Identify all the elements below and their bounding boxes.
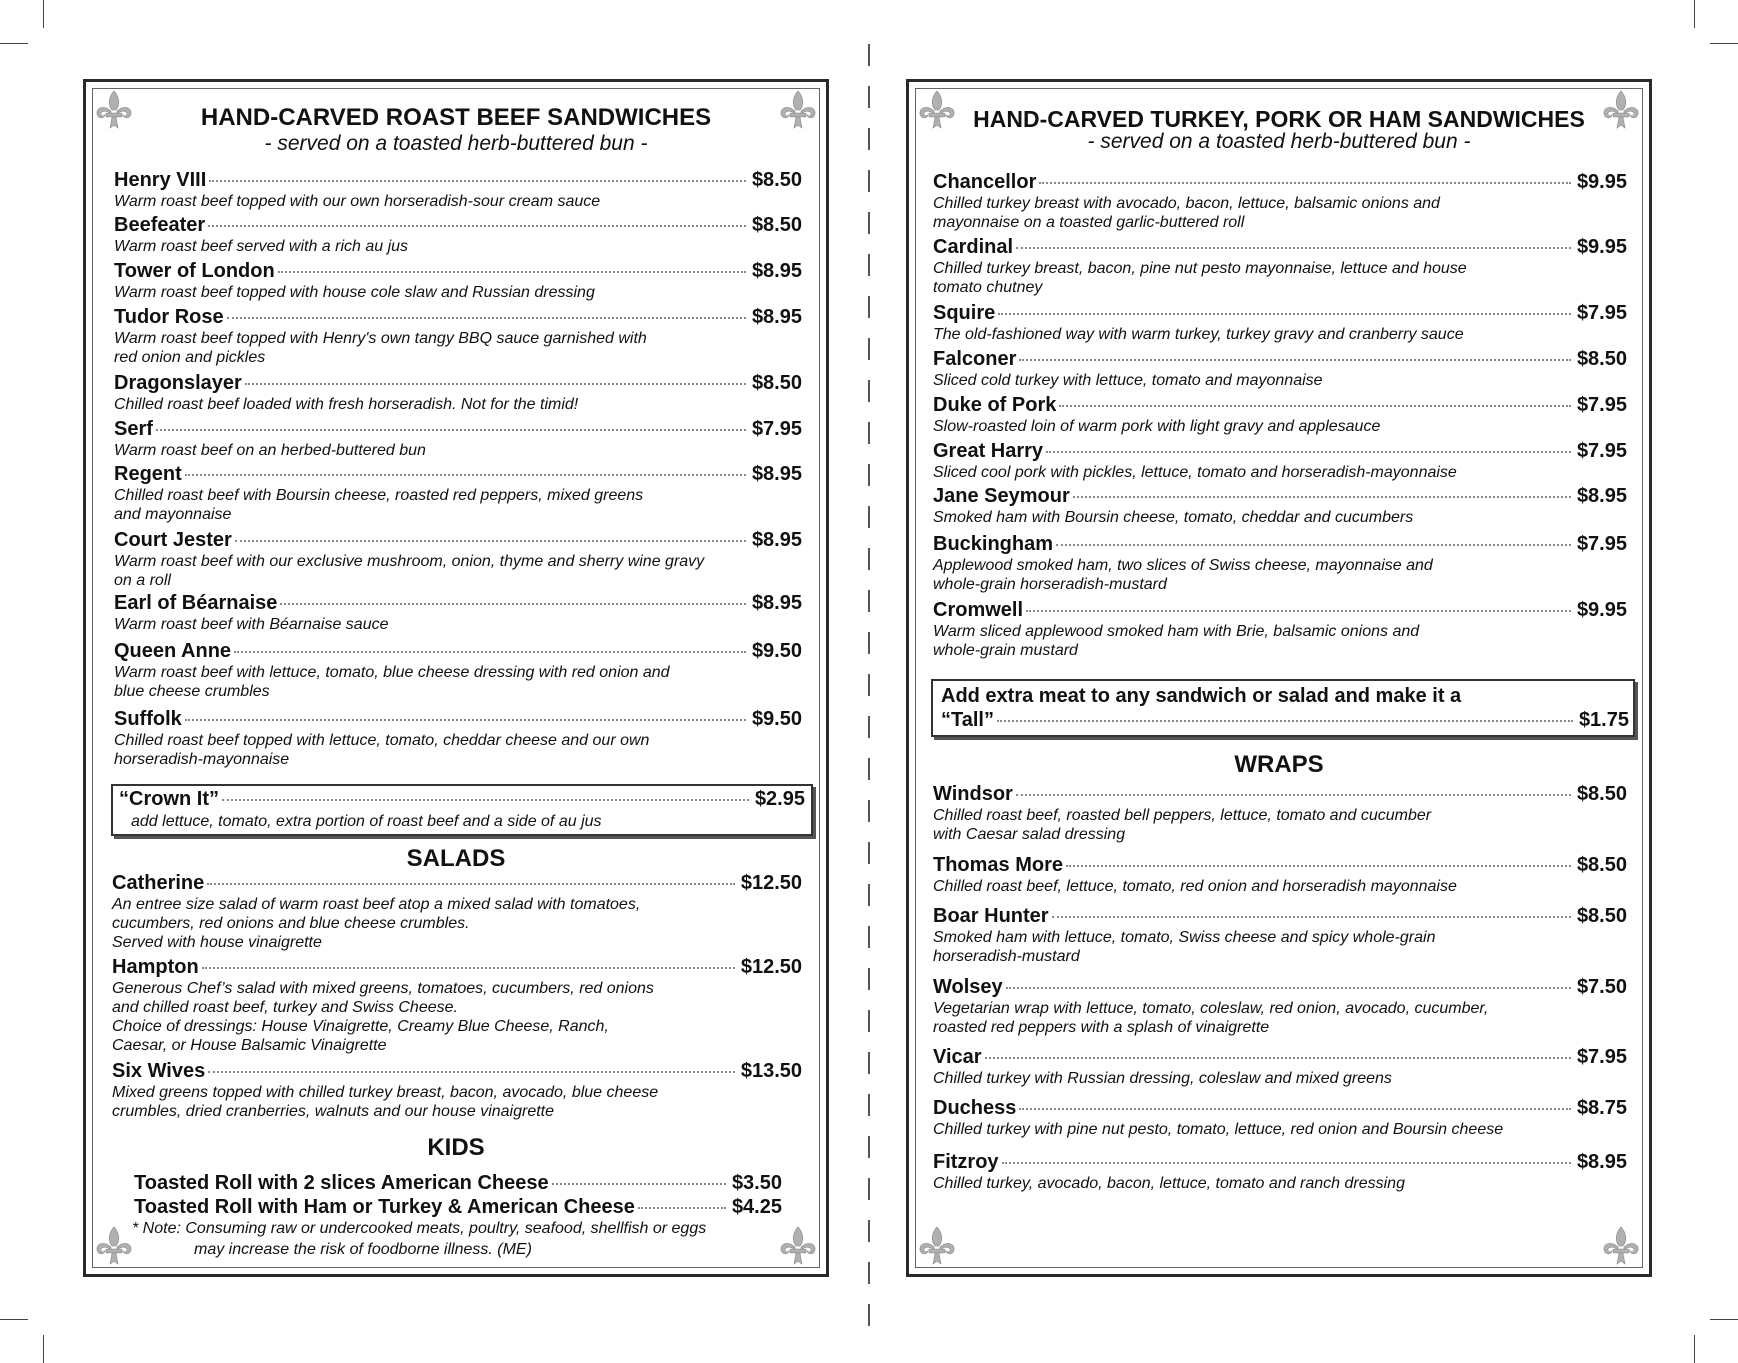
item-name: Catherine bbox=[112, 872, 205, 894]
fold-mark bbox=[868, 548, 870, 570]
item-description: Chilled turkey breast, bacon, pine nut pesto mayonnaise, lettuce and house bbox=[933, 260, 1467, 277]
menu-item bbox=[114, 708, 802, 769]
dot-leader bbox=[227, 317, 746, 319]
menu-item bbox=[933, 905, 1627, 966]
dot-leader bbox=[234, 651, 746, 653]
item-price: $9.50 bbox=[751, 640, 802, 662]
menu-item bbox=[933, 440, 1627, 482]
menu-item bbox=[933, 1046, 1627, 1088]
item-description: and mayonnaise bbox=[114, 506, 232, 523]
item-name: Toasted Roll with 2 slices American Cheese bbox=[134, 1172, 549, 1194]
item-description: with Caesar salad dressing bbox=[933, 826, 1126, 843]
section-title-salads: SALADS bbox=[406, 845, 506, 872]
item-description: horseradish-mustard bbox=[933, 948, 1080, 965]
item-description: and chilled roast beef, turkey and Swiss Cheese. bbox=[112, 999, 458, 1016]
item-price: $13.50 bbox=[740, 1060, 802, 1082]
item-price: $7.95 bbox=[1576, 440, 1627, 462]
fleur-de-lis-icon bbox=[1599, 1224, 1643, 1268]
item-description: Slow-roasted loin of warm pork with light gravy and applesauce bbox=[933, 418, 1381, 435]
dot-leader bbox=[209, 180, 746, 182]
menu-item bbox=[134, 1196, 782, 1219]
fold-mark bbox=[868, 170, 870, 192]
fold-mark bbox=[868, 716, 870, 738]
menu-item bbox=[933, 854, 1627, 896]
menu-item bbox=[933, 1151, 1627, 1193]
item-description: red onion and pickles bbox=[114, 349, 266, 366]
section-title-wraps: WRAPS bbox=[1234, 751, 1324, 778]
item-name: Queen Anne bbox=[114, 640, 232, 662]
item-price: $8.95 bbox=[751, 463, 802, 485]
dot-leader bbox=[1056, 544, 1571, 546]
item-name: “Crown It” bbox=[119, 788, 219, 810]
item-description: Caesar, or House Balsamic Vinaigrette bbox=[112, 1037, 387, 1054]
menu-item bbox=[114, 529, 802, 590]
item-name: Tudor Rose bbox=[114, 306, 224, 328]
fold-mark bbox=[868, 758, 870, 780]
item-description: Warm roast beef with our exclusive mushroom, onion, thyme and sherry wine gravy bbox=[114, 553, 705, 570]
dot-leader bbox=[208, 1071, 735, 1073]
item-description: whole-grain horseradish-mustard bbox=[933, 576, 1167, 593]
fold-mark bbox=[868, 1052, 870, 1074]
dot-leader bbox=[235, 540, 746, 542]
extra-meat-box bbox=[931, 679, 1635, 737]
item-price: $2.95 bbox=[754, 788, 805, 810]
menu-item bbox=[933, 236, 1627, 297]
item-description: cucumbers, red onions and blue cheese crumbles. bbox=[112, 915, 470, 932]
item-name: Beefeater bbox=[114, 214, 206, 236]
dot-leader bbox=[280, 603, 746, 605]
fold-mark bbox=[868, 590, 870, 612]
menu-item bbox=[933, 599, 1627, 660]
food-safety-note-line-2: may increase the risk of foodborne illness. (ME) bbox=[194, 1241, 532, 1258]
item-name: Squire bbox=[933, 302, 996, 324]
fleur-de-lis-icon bbox=[776, 1224, 820, 1268]
item-name: Falconer bbox=[933, 348, 1017, 370]
item-name: Cardinal bbox=[933, 236, 1014, 258]
fold-mark bbox=[868, 674, 870, 696]
menu-item bbox=[114, 418, 802, 460]
item-name: Dragonslayer bbox=[114, 372, 242, 394]
menu-item bbox=[114, 463, 802, 524]
item-name: Duke of Pork bbox=[933, 394, 1057, 416]
dot-leader bbox=[1019, 1108, 1571, 1110]
menu-item bbox=[114, 260, 802, 302]
fold-mark bbox=[868, 842, 870, 864]
fold-mark bbox=[868, 926, 870, 948]
item-name: Great Harry bbox=[933, 440, 1044, 462]
item-name: Suffolk bbox=[114, 708, 182, 730]
menu-item bbox=[933, 394, 1627, 436]
item-description: An entree size salad of warm roast beef atop a mixed salad with tomatoes, bbox=[112, 896, 641, 913]
item-price: $7.95 bbox=[1576, 1046, 1627, 1068]
fleur-de-lis-icon bbox=[915, 1224, 959, 1268]
menu-panel-left bbox=[83, 79, 829, 1277]
fold-mark bbox=[868, 968, 870, 990]
item-name: Six Wives bbox=[112, 1060, 206, 1082]
dot-leader bbox=[1073, 496, 1571, 498]
item-price: $9.95 bbox=[1576, 599, 1627, 621]
fold-mark bbox=[868, 1304, 870, 1326]
fold-mark bbox=[868, 212, 870, 234]
item-description: blue cheese crumbles bbox=[114, 683, 270, 700]
crop-mark bbox=[0, 1319, 28, 1320]
item-description: Chilled roast beef, lettuce, tomato, red onion and horseradish mayonnaise bbox=[933, 878, 1457, 895]
item-description: Warm roast beef topped with house cole slaw and Russian dressing bbox=[114, 284, 595, 301]
dot-leader bbox=[1006, 987, 1571, 989]
item-price: $8.50 bbox=[751, 214, 802, 236]
item-description: Chilled roast beef, roasted bell peppers, lettuce, tomato and cucumber bbox=[933, 807, 1432, 824]
fold-mark bbox=[868, 506, 870, 528]
item-price: $1.75 bbox=[1578, 709, 1629, 731]
item-name: Hampton bbox=[112, 956, 199, 978]
menu-panel-right bbox=[906, 79, 1652, 1277]
fold-mark bbox=[868, 380, 870, 402]
item-price: $9.95 bbox=[1576, 236, 1627, 258]
item-name: Wolsey bbox=[933, 976, 1003, 998]
crown-it-box bbox=[111, 784, 813, 836]
fold-mark bbox=[868, 1010, 870, 1032]
crop-mark bbox=[1694, 0, 1695, 28]
item-price: $7.95 bbox=[1576, 394, 1627, 416]
item-description: Sliced cool pork with pickles, lettuce, tomato and horseradish-mayonnaise bbox=[933, 464, 1457, 481]
item-price: $12.50 bbox=[740, 956, 802, 978]
crop-mark bbox=[1710, 43, 1738, 44]
fold-mark bbox=[868, 422, 870, 444]
dot-leader bbox=[998, 313, 1571, 315]
fold-mark bbox=[868, 254, 870, 276]
fold-mark bbox=[868, 1262, 870, 1284]
menu-item bbox=[112, 956, 802, 1055]
dot-leader bbox=[1046, 451, 1571, 453]
item-price: $9.95 bbox=[1576, 171, 1627, 193]
dot-leader bbox=[1016, 247, 1571, 249]
menu-item bbox=[933, 1097, 1627, 1139]
fold-mark bbox=[868, 1220, 870, 1242]
dot-leader bbox=[1026, 610, 1571, 612]
menu-item bbox=[114, 214, 802, 256]
item-description: Chilled turkey, avocado, bacon, lettuce, tomato and ranch dressing bbox=[933, 1175, 1405, 1192]
item-name: Fitzroy bbox=[933, 1151, 999, 1173]
fold-mark bbox=[868, 128, 870, 150]
dot-leader bbox=[185, 719, 746, 721]
fleur-de-lis-icon bbox=[92, 1224, 136, 1268]
item-name: Thomas More bbox=[933, 854, 1064, 876]
section-title-kids: KIDS bbox=[427, 1134, 485, 1161]
item-description: tomato chutney bbox=[933, 279, 1043, 296]
item-price: $8.50 bbox=[1576, 905, 1627, 927]
dot-leader bbox=[278, 271, 746, 273]
fold-mark bbox=[868, 1178, 870, 1200]
item-name: Henry VIII bbox=[114, 169, 207, 191]
item-description: Chilled turkey with pine nut pesto, tomato, lettuce, red onion and Boursin cheese bbox=[933, 1121, 1504, 1138]
item-description: add lettuce, tomato, extra portion of roast beef and a side of au jus bbox=[131, 813, 602, 830]
dot-leader bbox=[1066, 865, 1571, 867]
item-description: Applewood smoked ham, two slices of Swiss cheese, mayonnaise and bbox=[933, 557, 1433, 574]
item-price: $8.50 bbox=[751, 372, 802, 394]
menu-item bbox=[112, 1060, 802, 1121]
item-name: “Tall” bbox=[941, 709, 994, 731]
item-price: $8.95 bbox=[751, 592, 802, 614]
item-description: horseradish-mayonnaise bbox=[114, 751, 290, 768]
dot-leader bbox=[1016, 794, 1571, 796]
item-description: Warm roast beef served with a rich au jus bbox=[114, 238, 409, 255]
item-price: $3.50 bbox=[731, 1172, 782, 1194]
menu-item bbox=[134, 1172, 782, 1195]
item-name: Serf bbox=[114, 418, 153, 440]
item-description: Warm roast beef topped with our own horseradish-sour cream sauce bbox=[114, 193, 601, 210]
fold-mark bbox=[868, 86, 870, 108]
item-name: Cromwell bbox=[933, 599, 1024, 621]
menu-item bbox=[114, 372, 802, 414]
menu-item bbox=[114, 640, 802, 701]
item-price: $4.25 bbox=[731, 1196, 782, 1218]
dot-leader bbox=[207, 883, 735, 885]
section-subtitle: - served on a toasted herb-buttered bun - bbox=[1087, 130, 1471, 153]
extra-meat-text: Add extra meat to any sandwich or salad and make it a bbox=[941, 685, 1462, 707]
menu-item bbox=[933, 485, 1627, 527]
dot-leader bbox=[156, 429, 746, 431]
item-description: Warm roast beef with Béarnaise sauce bbox=[114, 616, 389, 633]
item-description: Chilled turkey breast with avocado, bacon, lettuce, balsamic onions and bbox=[933, 195, 1440, 212]
item-price: $7.95 bbox=[751, 418, 802, 440]
fold-mark bbox=[868, 884, 870, 906]
item-description: Chilled roast beef loaded with fresh horseradish. Not for the timid! bbox=[114, 396, 579, 413]
item-description: Generous Chef’s salad with mixed greens, tomatoes, cucumbers, red onions bbox=[112, 980, 654, 997]
fold-mark bbox=[868, 44, 870, 66]
dot-leader bbox=[202, 967, 735, 969]
item-price: $9.50 bbox=[751, 708, 802, 730]
fold-mark bbox=[868, 1136, 870, 1158]
item-description: Warm roast beef on an herbed-buttered bun bbox=[114, 442, 426, 459]
item-price: $8.95 bbox=[751, 306, 802, 328]
item-name: Chancellor bbox=[933, 171, 1037, 193]
item-name: Buckingham bbox=[933, 533, 1054, 555]
item-name: Windsor bbox=[933, 783, 1013, 805]
item-description: roasted red peppers with a splash of vinaigrette bbox=[933, 1019, 1270, 1036]
item-name: Duchess bbox=[933, 1097, 1017, 1119]
menu-item bbox=[933, 348, 1627, 390]
item-price: $8.50 bbox=[1576, 348, 1627, 370]
item-price: $7.95 bbox=[1576, 533, 1627, 555]
item-price: $8.95 bbox=[751, 529, 802, 551]
crop-mark bbox=[1694, 1335, 1695, 1363]
dot-leader bbox=[222, 799, 749, 801]
item-price: $8.95 bbox=[1576, 1151, 1627, 1173]
fold-mark bbox=[868, 464, 870, 486]
item-name: Regent bbox=[114, 463, 182, 485]
item-description: Chilled roast beef with Boursin cheese, roasted red peppers, mixed greens bbox=[114, 487, 644, 504]
item-description: whole-grain mustard bbox=[933, 642, 1078, 659]
item-name: Tower of London bbox=[114, 260, 275, 282]
dot-leader bbox=[1019, 359, 1571, 361]
fold-mark bbox=[868, 338, 870, 360]
item-description: Smoked ham with lettuce, tomato, Swiss cheese and spicy whole-grain bbox=[933, 929, 1436, 946]
item-name: Jane Seymour bbox=[933, 485, 1070, 507]
item-price: $7.95 bbox=[1576, 302, 1627, 324]
item-name: Toasted Roll with Ham or Turkey & American Cheese bbox=[134, 1196, 635, 1218]
item-description: The old-fashioned way with warm turkey, turkey gravy and cranberry sauce bbox=[933, 326, 1464, 343]
item-price: $8.50 bbox=[1576, 854, 1627, 876]
item-description: Chilled turkey with Russian dressing, coleslaw and mixed greens bbox=[933, 1070, 1392, 1087]
food-safety-note-line-1: * Note: Consuming raw or undercooked meats, poultry, seafood, shellfish or eggs bbox=[132, 1220, 707, 1237]
dot-leader bbox=[1052, 916, 1571, 918]
item-description: mayonnaise on a toasted garlic-buttered roll bbox=[933, 214, 1245, 231]
dot-leader bbox=[985, 1057, 1571, 1059]
item-description: Sliced cold turkey with lettuce, tomato and mayonnaise bbox=[933, 372, 1323, 389]
item-price: $12.50 bbox=[740, 872, 802, 894]
menu-item bbox=[933, 533, 1627, 594]
item-description: Choice of dressings: House Vinaigrette, Creamy Blue Cheese, Ranch, bbox=[112, 1018, 609, 1035]
dot-leader bbox=[552, 1183, 726, 1185]
fold-mark bbox=[868, 632, 870, 654]
item-name: Vicar bbox=[933, 1046, 982, 1068]
menu-item bbox=[933, 171, 1627, 232]
dot-leader bbox=[208, 225, 746, 227]
dot-leader bbox=[1002, 1162, 1571, 1164]
fold-mark bbox=[868, 296, 870, 318]
item-description: Warm roast beef topped with Henry's own tangy BBQ sauce garnished with bbox=[114, 330, 647, 347]
item-price: $8.95 bbox=[1576, 485, 1627, 507]
section-title-turkey-pork-ham: HAND-CARVED TURKEY, PORK OR HAM SANDWICHES bbox=[973, 106, 1585, 132]
item-description: on a roll bbox=[114, 572, 171, 589]
item-description: Smoked ham with Boursin cheese, tomato, cheddar and cucumbers bbox=[933, 509, 1414, 526]
item-name: Court Jester bbox=[114, 529, 232, 551]
dot-leader bbox=[997, 720, 1573, 722]
menu-item bbox=[114, 306, 802, 367]
item-price: $8.50 bbox=[1576, 783, 1627, 805]
section-title-roast-beef: HAND-CARVED ROAST BEEF SANDWICHES bbox=[200, 104, 712, 131]
section-subtitle: - served on a toasted herb-buttered bun - bbox=[264, 132, 648, 155]
menu-item bbox=[112, 872, 802, 952]
dot-leader bbox=[245, 383, 746, 385]
dot-leader bbox=[185, 474, 746, 476]
item-price: $7.50 bbox=[1576, 976, 1627, 998]
item-description: Warm roast beef with lettuce, tomato, blue cheese dressing with red onion and bbox=[114, 664, 670, 681]
item-description: Mixed greens topped with chilled turkey breast, bacon, avocado, blue cheese bbox=[112, 1084, 659, 1101]
item-description: Warm sliced applewood smoked ham with Brie, balsamic onions and bbox=[933, 623, 1420, 640]
fold-mark bbox=[868, 800, 870, 822]
dot-leader bbox=[1059, 405, 1571, 407]
item-description: Vegetarian wrap with lettuce, tomato, coleslaw, red onion, avocado, cucumber, bbox=[933, 1000, 1489, 1017]
crop-mark bbox=[1710, 1319, 1738, 1320]
item-price: $8.75 bbox=[1576, 1097, 1627, 1119]
item-name: Earl of Béarnaise bbox=[114, 592, 278, 614]
item-price: $8.95 bbox=[751, 260, 802, 282]
crop-mark bbox=[43, 0, 44, 28]
item-description: Chilled roast beef topped with lettuce, tomato, cheddar cheese and our own bbox=[114, 732, 650, 749]
item-description: Served with house vinaigrette bbox=[112, 934, 322, 951]
item-description: crumbles, dried cranberries, walnuts and our house vinaigrette bbox=[112, 1103, 555, 1120]
fold-mark bbox=[868, 1094, 870, 1116]
menu-item bbox=[933, 302, 1627, 344]
menu-item bbox=[114, 169, 802, 211]
crop-mark bbox=[0, 43, 28, 44]
item-name: Boar Hunter bbox=[933, 905, 1049, 927]
crop-mark bbox=[43, 1335, 44, 1363]
menu-item bbox=[114, 592, 802, 634]
menu-item bbox=[933, 783, 1627, 844]
dot-leader bbox=[638, 1207, 726, 1209]
item-price: $8.50 bbox=[751, 169, 802, 191]
dot-leader bbox=[1039, 182, 1571, 184]
menu-item bbox=[933, 976, 1627, 1037]
